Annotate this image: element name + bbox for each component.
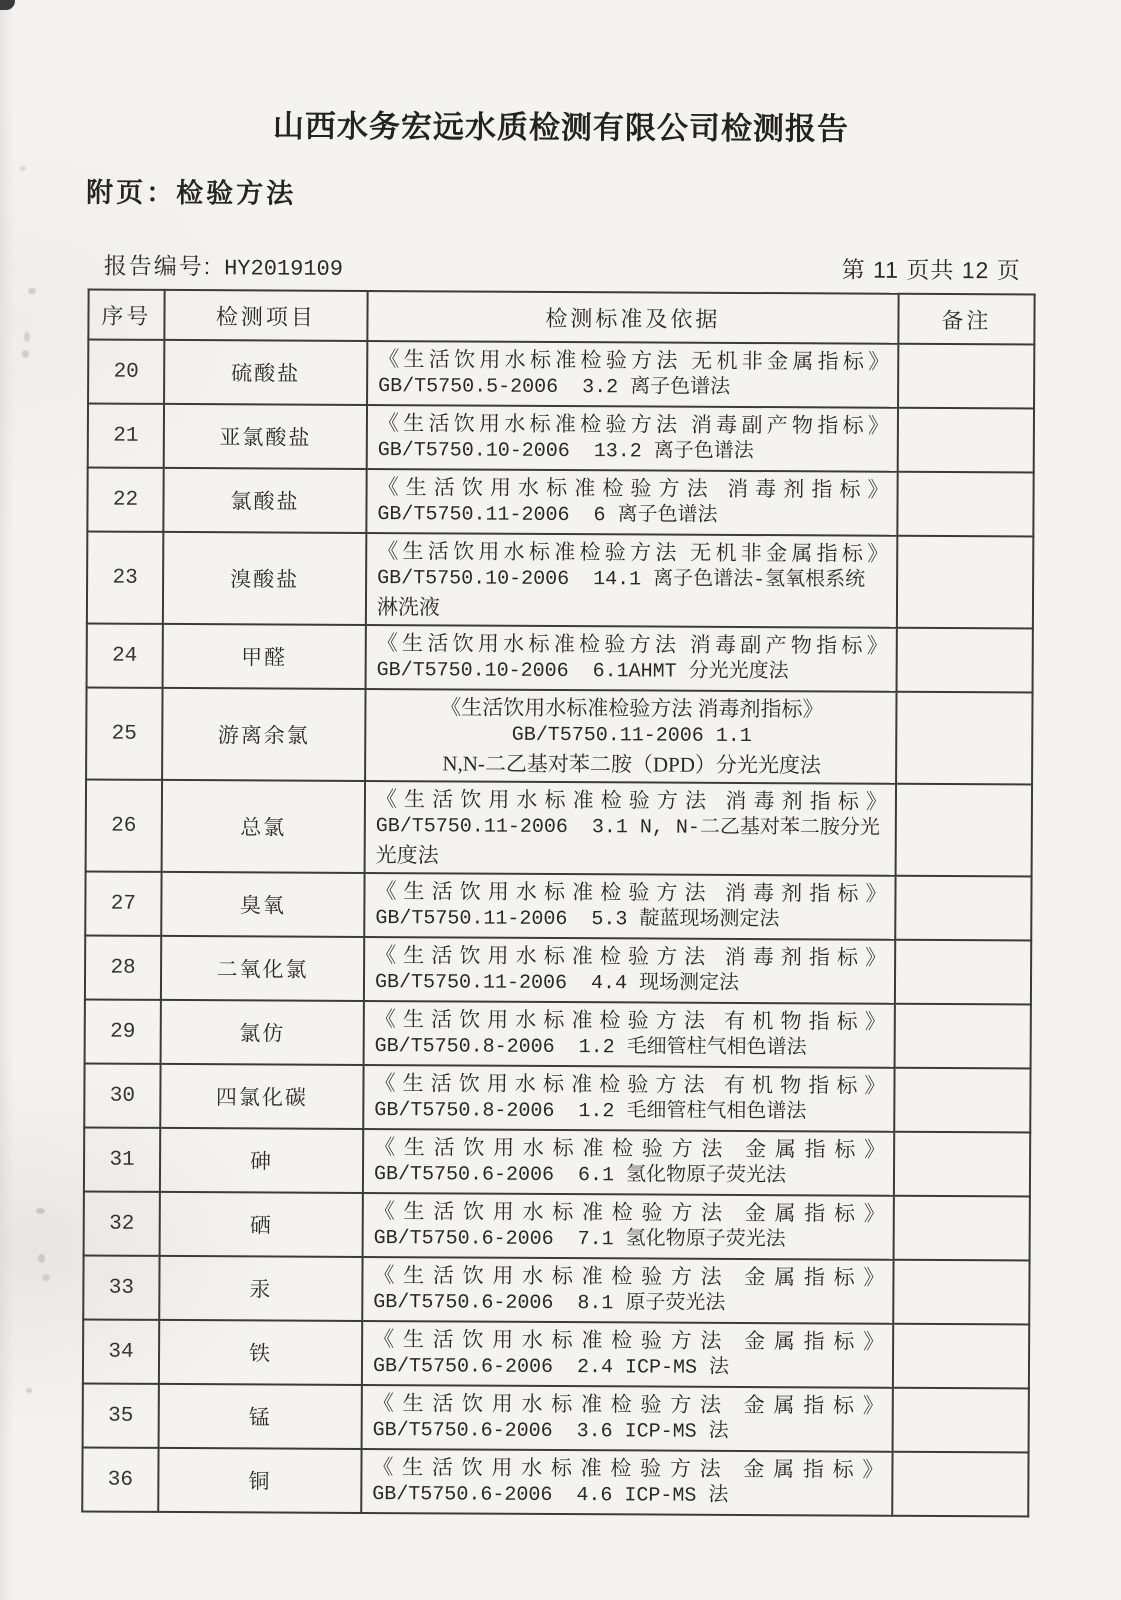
- row-item-cell: 四氯化碳: [160, 1064, 363, 1129]
- standard-line: 《生活饮用水标准检验方法 消毒剂指标》: [440, 695, 824, 722]
- standard-line: GB/T5750.5-2006 3.2 离子色谱法: [378, 375, 731, 400]
- standard-line: GB/T5750.10-2006 14.1 离子色谱法-氢氧根系统: [377, 567, 866, 593]
- table-row: [84, 1192, 1030, 1261]
- col-header-no: 序号: [88, 290, 164, 340]
- row-remark-cell: [898, 344, 1034, 409]
- row-item-cell: 硒: [160, 1192, 363, 1257]
- meta-row: [104, 248, 1021, 286]
- page-indicator: 第 11 页共 12 页: [841, 256, 1021, 284]
- standard-line: 《生活饮用水标准检验方法 有机物指标》: [374, 1007, 886, 1034]
- standard-line: N,N-二乙基对苯二胺（DPD）分光光度法: [442, 751, 822, 778]
- row-standard-cell: [362, 1385, 893, 1452]
- standard-line: GB/T5750.6-2006 3.6 ICP-MS 法: [372, 1419, 729, 1444]
- row-no-cell: 26: [86, 780, 162, 872]
- standard-line: 《生活饮用水标准检验方法 无机非金属指标》: [377, 539, 889, 566]
- standard-line: GB/T5750.11-2006 3.1 N, N-二乙基对苯二胺分光: [375, 815, 880, 841]
- standard-line: GB/T5750.10-2006 6.1AHMT 分光光度法: [376, 659, 789, 685]
- standard-line: GB/T5750.6-2006 8.1 原子荧光法: [373, 1291, 726, 1316]
- row-no-cell: 31: [84, 1128, 160, 1192]
- attachment-subtitle: 附页：检验方法: [86, 177, 297, 209]
- row-remark-cell: [895, 1004, 1031, 1069]
- col-header-remark: 备注: [898, 294, 1034, 345]
- row-remark-cell: [897, 472, 1033, 537]
- row-no-cell: 22: [87, 468, 163, 532]
- table-row: [86, 688, 1032, 785]
- row-no-cell: 21: [88, 404, 164, 468]
- row-remark-cell: [896, 784, 1032, 877]
- row-no-cell: 35: [83, 1384, 159, 1448]
- row-standard-cell: [363, 1129, 894, 1196]
- standard-line: 《生活饮用水标准检验方法 无机非金属指标》: [378, 347, 890, 374]
- standard-line: GB/T5750.6-2006 6.1 氢化物原子荧光法: [373, 1163, 787, 1189]
- row-standard-cell: [362, 1321, 893, 1388]
- row-no-cell: 34: [83, 1320, 159, 1384]
- table-row: [83, 1384, 1029, 1453]
- standard-line: 《生活饮用水标准检验方法 金属指标》: [374, 1135, 886, 1162]
- standard-line: 《生活饮用水标准检验方法 金属指标》: [372, 1455, 884, 1482]
- table-row: [83, 1256, 1029, 1325]
- row-remark-cell: [893, 1388, 1029, 1453]
- row-standard-cell: [365, 781, 896, 876]
- row-no-cell: 29: [85, 1000, 161, 1064]
- row-remark-cell: [898, 408, 1034, 473]
- standard-line: GB/T5750.8-2006 1.2 毛细管柱气相色谱法: [374, 1099, 807, 1125]
- row-standard-cell: [366, 533, 897, 628]
- row-item-cell: 硫酸盐: [164, 340, 367, 405]
- row-standard-cell: [361, 1449, 892, 1516]
- row-item-cell: 游离余氯: [162, 688, 365, 781]
- row-no-cell: 36: [82, 1448, 158, 1512]
- row-item-cell: 砷: [160, 1128, 363, 1193]
- standard-line: GB/T5750.11-2006 5.3 靛蓝现场测定法: [375, 907, 780, 933]
- row-remark-cell: [894, 1132, 1030, 1197]
- row-item-cell: 总氯: [162, 780, 365, 873]
- standard-line: GB/T5750.10-2006 13.2 离子色谱法: [377, 439, 754, 465]
- row-item-cell: 铜: [158, 1448, 361, 1513]
- table-row: [85, 1000, 1031, 1069]
- row-item-cell: 臭氧: [161, 872, 364, 937]
- row-item-cell: 氯酸盐: [163, 468, 366, 533]
- standard-line: GB/T5750.11-2006 1.1: [511, 723, 752, 749]
- table-row: [83, 1320, 1029, 1389]
- row-no-cell: 27: [85, 872, 161, 936]
- table-row: [88, 340, 1034, 409]
- standard-line: 《生活饮用水标准检验方法 消毒剂指标》: [377, 475, 889, 502]
- row-standard-cell: [362, 1257, 893, 1324]
- row-remark-cell: [897, 628, 1033, 693]
- standard-line: 《生活饮用水标准检验方法 消毒剂指标》: [375, 943, 887, 970]
- row-remark-cell: [895, 876, 1031, 941]
- row-remark-cell: [892, 1452, 1028, 1517]
- standard-line: GB/T5750.11-2006 4.4 现场测定法: [374, 971, 740, 996]
- row-no-cell: 28: [85, 936, 161, 1000]
- standard-line: GB/T5750.6-2006 4.6 ICP-MS 法: [372, 1483, 729, 1508]
- row-standard-cell: [364, 1001, 895, 1068]
- table-header-row: [88, 290, 1034, 345]
- row-no-cell: 30: [84, 1064, 160, 1128]
- col-header-standard: 检测标准及依据: [367, 291, 898, 344]
- row-item-cell: 甲醛: [163, 624, 366, 689]
- row-remark-cell: [894, 1068, 1030, 1133]
- standard-line: 《生活饮用水标准检验方法 金属指标》: [373, 1327, 885, 1354]
- row-standard-cell: [364, 937, 895, 1004]
- row-no-cell: 25: [86, 688, 162, 780]
- report-number-label: 报告编号:: [103, 252, 213, 280]
- row-item-cell: 亚氯酸盐: [164, 404, 367, 469]
- row-no-cell: 24: [87, 624, 163, 688]
- standard-line: 《生活饮用水标准检验方法 消毒剂指标》: [375, 879, 887, 906]
- standard-line: 《生活饮用水标准检验方法 消毒剂指标》: [375, 787, 888, 814]
- row-remark-cell: [894, 1196, 1030, 1261]
- row-remark-cell: [896, 692, 1032, 785]
- table-row: [85, 936, 1031, 1005]
- table-row: [85, 872, 1031, 941]
- row-standard-cell: [366, 625, 897, 692]
- row-standard-cell: [367, 341, 898, 408]
- row-standard-cell: [365, 689, 896, 784]
- col-header-item: 检测项目: [164, 290, 367, 341]
- standard-line: 《生活饮用水标准检验方法 消毒副产物指标》: [377, 411, 889, 438]
- report-number: [104, 248, 343, 282]
- methods-table: [81, 289, 1035, 1518]
- row-standard-cell: [366, 469, 897, 536]
- table-row: [82, 1448, 1028, 1517]
- table-row: [86, 780, 1032, 877]
- row-standard-cell: [363, 1065, 894, 1132]
- standard-line: 《生活饮用水标准检验方法 有机物指标》: [374, 1071, 886, 1098]
- report-number-value: HY2019109: [224, 256, 344, 282]
- row-no-cell: 23: [87, 532, 163, 624]
- row-no-cell: 33: [83, 1256, 159, 1320]
- row-item-cell: 二氧化氯: [161, 936, 364, 1001]
- standard-line: 《生活饮用水标准检验方法 金属指标》: [373, 1263, 885, 1290]
- row-no-cell: 32: [84, 1192, 160, 1256]
- standard-line: GB/T5750.11-2006 6 离子色谱法: [377, 503, 718, 528]
- table-row: [87, 624, 1033, 693]
- row-standard-cell: [367, 405, 898, 472]
- table-row: [84, 1128, 1030, 1197]
- row-item-cell: 溴酸盐: [163, 532, 366, 625]
- table-row: [84, 1064, 1030, 1133]
- standard-line: 淋洗液: [376, 595, 441, 620]
- table-row: [87, 532, 1033, 629]
- table-row: [88, 404, 1034, 473]
- row-no-cell: 20: [88, 340, 164, 404]
- standard-line: GB/T5750.8-2006 1.2 毛细管柱气相色谱法: [374, 1035, 807, 1061]
- row-item-cell: 汞: [159, 1256, 362, 1321]
- standard-line: 《生活饮用水标准检验方法 金属指标》: [373, 1199, 885, 1226]
- report-title: 山西水务宏远水质检测有限公司检测报告: [272, 108, 850, 147]
- standard-line: 光度法: [375, 843, 439, 868]
- row-remark-cell: [893, 1324, 1029, 1389]
- row-remark-cell: [893, 1260, 1029, 1325]
- row-remark-cell: [895, 940, 1031, 1005]
- standard-line: 《生活饮用水标准检验方法 金属指标》: [372, 1391, 884, 1418]
- row-standard-cell: [363, 1193, 894, 1260]
- table-row: [87, 468, 1033, 537]
- row-standard-cell: [364, 873, 895, 940]
- row-item-cell: 氯仿: [161, 1000, 364, 1065]
- standard-line: 《生活饮用水标准检验方法 消毒副产物指标》: [376, 631, 888, 658]
- standard-line: GB/T5750.6-2006 7.1 氢化物原子荧光法: [373, 1227, 786, 1253]
- row-item-cell: 锰: [159, 1384, 362, 1449]
- row-remark-cell: [897, 536, 1033, 629]
- row-item-cell: 铁: [159, 1320, 362, 1385]
- standard-line: GB/T5750.6-2006 2.4 ICP-MS 法: [372, 1355, 730, 1380]
